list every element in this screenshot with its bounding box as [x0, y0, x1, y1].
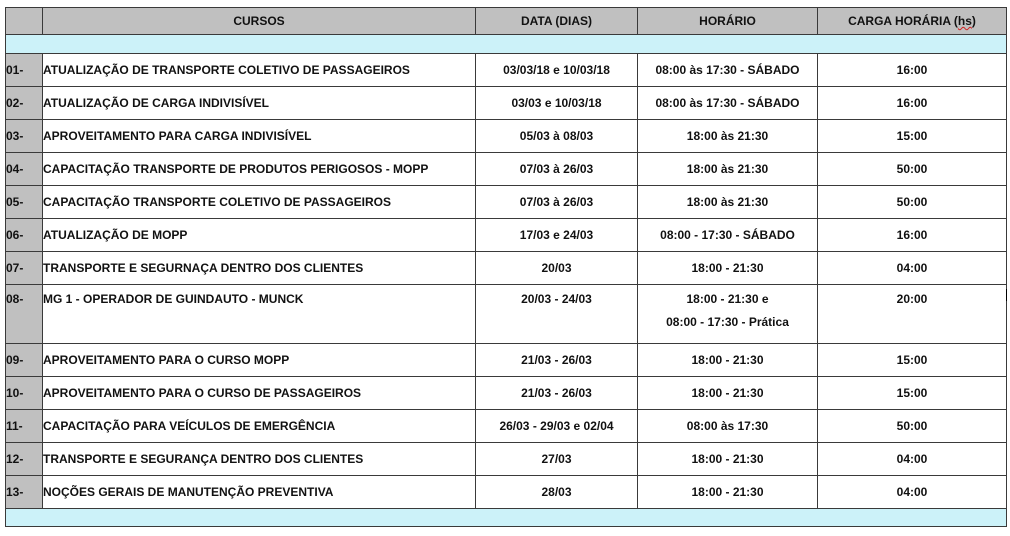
- header-hours-unit: hs: [957, 14, 972, 28]
- spacer-cell: [6, 509, 1007, 527]
- table-row: [6, 476, 1007, 509]
- row-number: 13-: [6, 476, 43, 509]
- course-time: 18:00 - 21:30: [638, 344, 818, 377]
- course-date: [476, 285, 638, 344]
- row-number: 07-: [6, 252, 43, 285]
- course-hours: 15:00: [818, 344, 1007, 377]
- course-hours: 50:00: [818, 153, 1007, 186]
- course-hours: [818, 285, 1007, 344]
- course-date: 20/03: [476, 252, 638, 285]
- course-name: TRANSPORTE E SEGURNAÇA DENTRO DOS CLIENTES: [43, 252, 476, 285]
- course-date: 21/03 - 26/03: [476, 344, 638, 377]
- header-hours-prefix: CARGA HORÁRIA (: [848, 14, 958, 28]
- course-name: APROVEITAMENTO PARA O CURSO MOPP: [43, 344, 476, 377]
- table-row: [6, 410, 1007, 443]
- table-row: [6, 443, 1007, 476]
- row-number: 06-: [6, 219, 43, 252]
- course-name: ATUALIZAÇÃO DE MOPP: [43, 219, 476, 252]
- course-time: 18:00 às 21:30: [638, 120, 818, 153]
- course-date: 07/03 à 26/03: [476, 186, 638, 219]
- course-time: 18:00 - 21:30: [638, 476, 818, 509]
- course-time-line2: 08:00 - 17:30 - Prática: [666, 315, 789, 329]
- course-date: 28/03: [476, 476, 638, 509]
- course-date: 26/03 - 29/03 e 02/04: [476, 410, 638, 443]
- course-time: 18:00 - 21:30: [638, 443, 818, 476]
- course-date-text: 20/03 - 24/03: [521, 292, 592, 306]
- row-number: 02-: [6, 87, 43, 120]
- table-row: [6, 153, 1007, 186]
- text-cursor-mark: [1006, 289, 1007, 301]
- course-hours: 50:00: [818, 186, 1007, 219]
- course-date: 27/03: [476, 443, 638, 476]
- course-name: CAPACITAÇÃO TRANSPORTE DE PRODUTOS PERIGOSOS - MOPP: [43, 153, 476, 186]
- course-time: 18:00 - 21:30: [638, 377, 818, 410]
- course-time: 08:00 às 17:30: [638, 410, 818, 443]
- course-name: ATUALIZAÇÃO DE TRANSPORTE COLETIVO DE PASSAGEIROS: [43, 54, 476, 87]
- header-date: DATA (DIAS): [476, 8, 638, 35]
- course-name: CAPACITAÇÃO PARA VEÍCULOS DE EMERGÊNCIA: [43, 410, 476, 443]
- row-number-text: 08-: [6, 292, 24, 306]
- course-hours: 15:00: [818, 120, 1007, 153]
- course-schedule-table: [5, 7, 1007, 527]
- row-number: 04-: [6, 153, 43, 186]
- course-hours: 04:00: [818, 443, 1007, 476]
- course-time: [638, 285, 818, 344]
- table-row: [6, 219, 1007, 252]
- header-row: [6, 8, 1007, 35]
- course-time: 08:00 às 17:30 - SÁBADO: [638, 54, 818, 87]
- row-number: 01-: [6, 54, 43, 87]
- course-hours: 04:00: [818, 252, 1007, 285]
- course-hours: 16:00: [818, 54, 1007, 87]
- header-time: HORÁRIO: [638, 8, 818, 35]
- table-row: [6, 186, 1007, 219]
- course-name: NOÇÕES GERAIS DE MANUTENÇÃO PREVENTIVA: [43, 476, 476, 509]
- course-name: ATUALIZAÇÃO DE CARGA INDIVISÍVEL: [43, 87, 476, 120]
- spacer-cell: [6, 35, 1007, 54]
- spacer-row-bottom: [6, 509, 1007, 527]
- table-row: [6, 252, 1007, 285]
- row-number: 11-: [6, 410, 43, 443]
- course-date: 03/03 e 10/03/18: [476, 87, 638, 120]
- row-number: 09-: [6, 344, 43, 377]
- table-row: [6, 87, 1007, 120]
- row-number: 03-: [6, 120, 43, 153]
- course-time: 18:00 às 21:30: [638, 186, 818, 219]
- row-number: 10-: [6, 377, 43, 410]
- course-time: 08:00 - 17:30 - SÁBADO: [638, 219, 818, 252]
- header-hours-suffix: ): [971, 14, 976, 28]
- course-time-wrap: [638, 285, 817, 329]
- row-number: 05-: [6, 186, 43, 219]
- header-num: [6, 8, 43, 35]
- row-number: [6, 285, 43, 344]
- course-name: APROVEITAMENTO PARA CARGA INDIVISÍVEL: [43, 120, 476, 153]
- course-name: CAPACITAÇÃO TRANSPORTE COLETIVO DE PASSAGEIROS: [43, 186, 476, 219]
- course-hours: 04:00: [818, 476, 1007, 509]
- course-name: APROVEITAMENTO PARA O CURSO DE PASSAGEIROS: [43, 377, 476, 410]
- course-time: 18:00 - 21:30: [638, 252, 818, 285]
- table-row: [6, 54, 1007, 87]
- table-row: [6, 377, 1007, 410]
- course-name-text: MG 1 - OPERADOR DE GUINDAUTO - MUNCK: [43, 292, 304, 306]
- course-date: 21/03 - 26/03: [476, 377, 638, 410]
- course-hours: 16:00: [818, 87, 1007, 120]
- table-row: [6, 120, 1007, 153]
- table-row: [6, 344, 1007, 377]
- header-courses: CURSOS: [43, 8, 476, 35]
- course-hours: 15:00: [818, 377, 1007, 410]
- course-name: TRANSPORTE E SEGURANÇA DENTRO DOS CLIENTES: [43, 443, 476, 476]
- row-number: 12-: [6, 443, 43, 476]
- course-hours: 16:00: [818, 219, 1007, 252]
- course-hours-text: 20:00: [896, 292, 928, 306]
- course-date: 07/03 à 26/03: [476, 153, 638, 186]
- course-time-line1: 18:00 - 21:30 e: [686, 292, 769, 306]
- course-time: 18:00 às 21:30: [638, 153, 818, 186]
- course-date: 05/03 à 08/03: [476, 120, 638, 153]
- course-date: 17/03 e 24/03: [476, 219, 638, 252]
- spacer-row-top: [6, 35, 1007, 54]
- course-date: 03/03/18 e 10/03/18: [476, 54, 638, 87]
- course-name: [43, 285, 476, 344]
- course-hours: 50:00: [818, 410, 1007, 443]
- header-hours: [818, 8, 1007, 35]
- table-row: [6, 285, 1007, 344]
- course-time: 08:00 às 17:30 - SÁBADO: [638, 87, 818, 120]
